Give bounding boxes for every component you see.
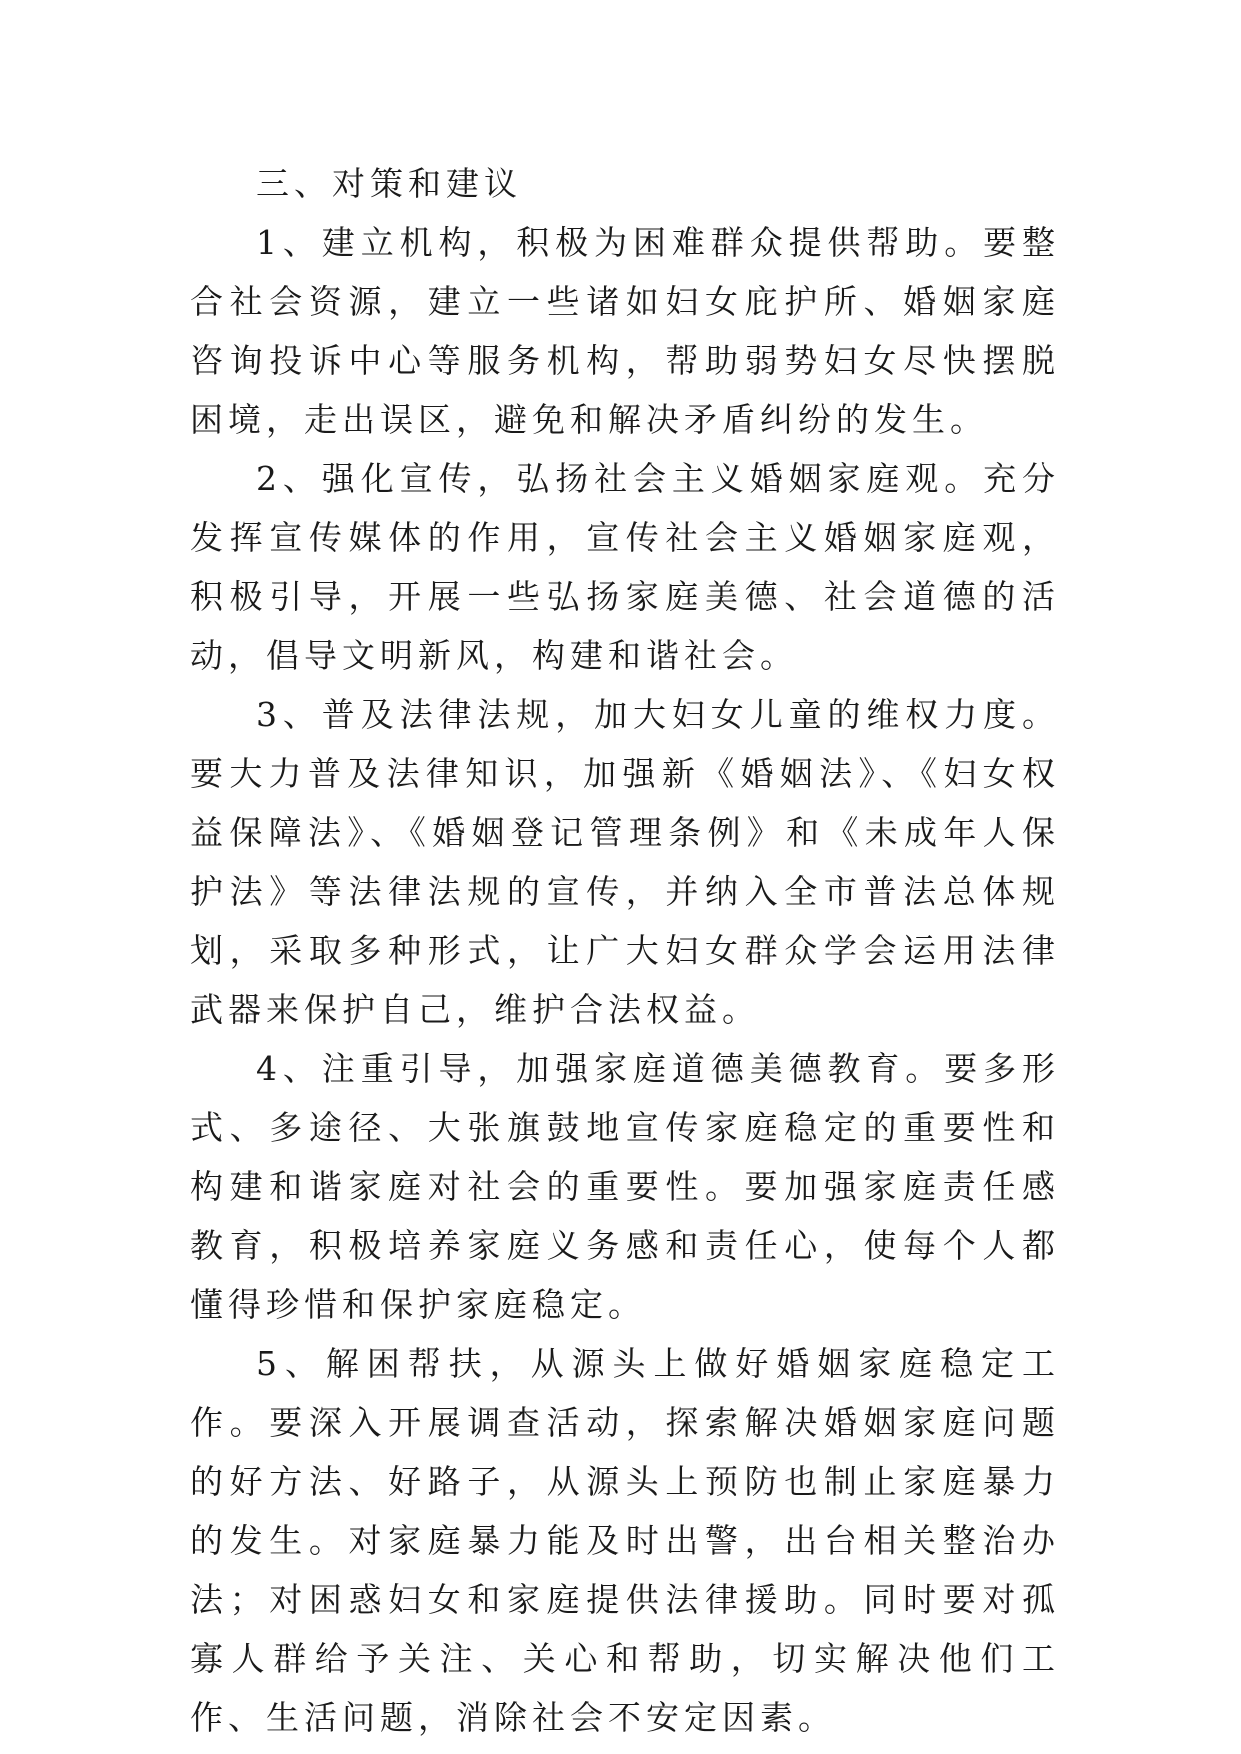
section-heading: 三、对策和建议 — [256, 164, 522, 203]
paragraph-2: 2、强化宣传，弘扬社会主义婚姻家庭观。充分发挥宣传媒体的作用，宣传社会主义婚姻家庭观，积极引导，开展一些弘扬家庭美德、社会道德的活动，倡导文明新风，构建和谐社会。 — [190, 459, 1060, 675]
paragraph-5: 5、解困帮扶，从源头上做好婚姻家庭稳定工作。要深入开展调查活动，探索解决婚姻家庭问题的好方法、好路子，从源头上预防也制止家庭暴力的发生。对家庭暴力能及时出警，出台相关整治办法；对困惑妇女和家庭提供法律援助。同时要对孤寡人群给予关注、关心和帮助，切实解决他们工作、生活问题，消除社会不安定因素。 — [190, 1344, 1060, 1737]
paragraph-1: 1、建立机构，积极为困难群众提供帮助。要整合社会资源，建立一些诸如妇女庇护所、婚姻家庭咨询投诉中心等服务机构，帮助弱势妇女尽快摆脱困境，走出误区，避免和解决矛盾纠纷的发生。 — [190, 223, 1060, 439]
paragraph-4: 4、注重引导，加强家庭道德美德教育。要多形式、多途径、大张旗鼓地宣传家庭稳定的重要性和构建和谐家庭对社会的重要性。要加强家庭责任感教育，积极培养家庭义务感和责任心，使每个人都懂得珍惜和保护家庭稳定。 — [190, 1049, 1060, 1324]
document-body — [190, 154, 1060, 1747]
paragraph-3: 3、普及法律法规，加大妇女儿童的维权力度。要大力普及法律知识，加强新《婚姻法》、《妇女权益保障法》、《婚姻登记管理条例》和《未成年人保护法》等法律法规的宣传，并纳入全市普法总体规划，采取多种形式，让广大妇女群众学会运用法律武器来保护自己，维护合法权益。 — [190, 695, 1060, 1029]
